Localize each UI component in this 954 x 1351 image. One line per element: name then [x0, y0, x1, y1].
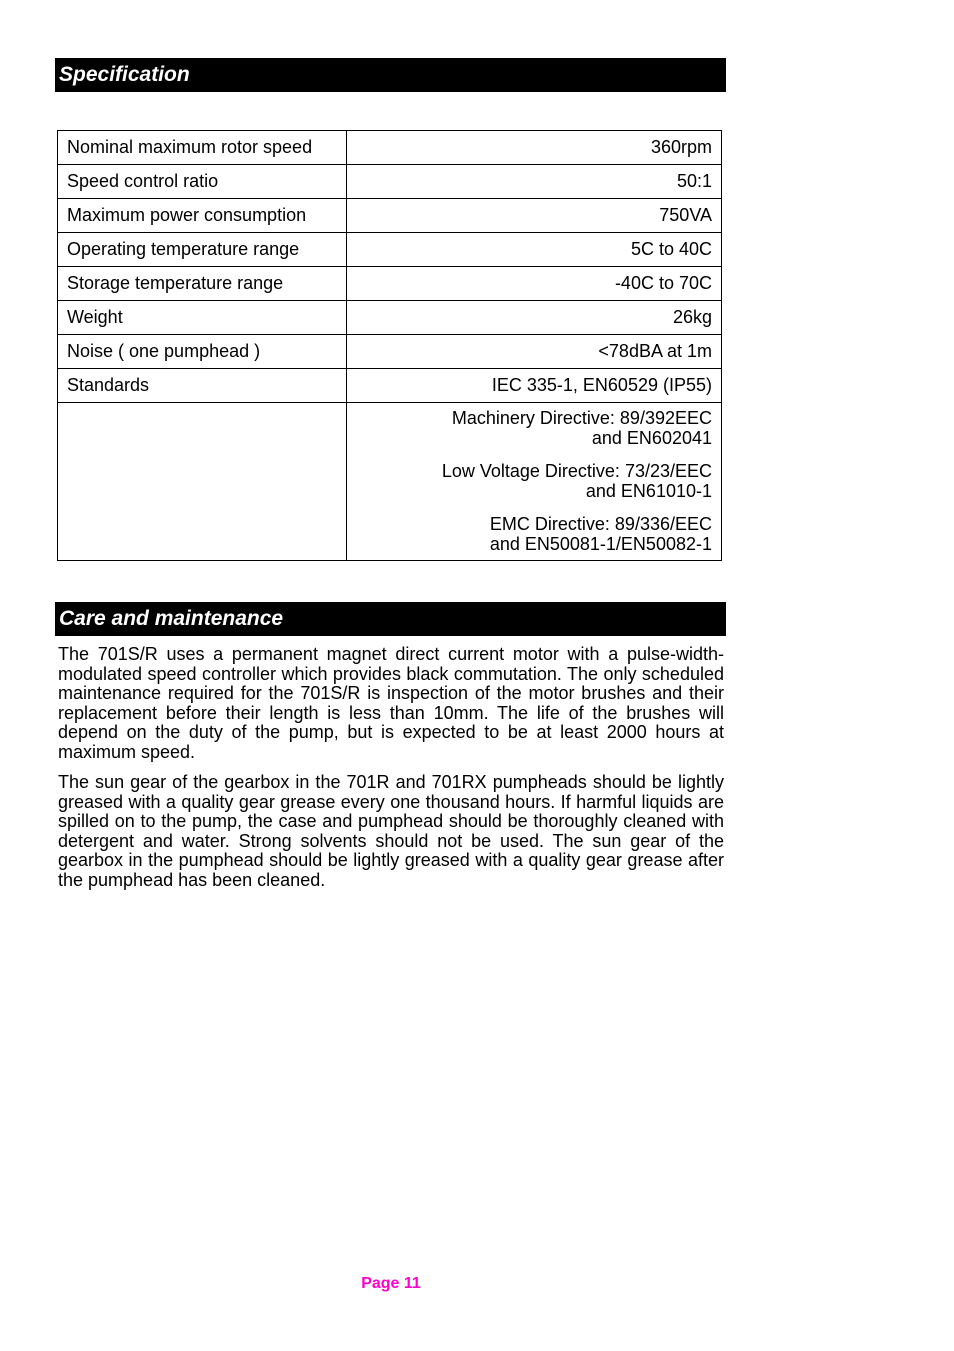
directive-line: and EN50081-1/EN50082-1 — [489, 534, 712, 554]
spec-label: Speed control ratio — [58, 165, 347, 199]
table-row — [58, 335, 722, 369]
spec-label: Noise ( one pumphead ) — [58, 335, 347, 369]
specification-table — [57, 130, 722, 561]
page-number: Page 11 — [361, 1275, 421, 1292]
spec-label-empty — [58, 403, 347, 561]
spec-value: 360rpm — [347, 131, 722, 165]
spec-value: <78dBA at 1m — [347, 335, 722, 369]
care-maintenance-heading: Care and maintenance — [55, 602, 726, 636]
spec-value: IEC 335-1, EN60529 (IP55) — [347, 369, 722, 403]
spec-value: 26kg — [347, 301, 722, 335]
spec-label: Nominal maximum rotor speed — [58, 131, 347, 165]
spec-label: Maximum power consumption — [58, 199, 347, 233]
table-row — [58, 199, 722, 233]
spec-value: 5C to 40C — [347, 233, 722, 267]
spec-label: Operating temperature range — [58, 233, 347, 267]
table-row — [58, 131, 722, 165]
spec-label: Standards — [58, 369, 347, 403]
directive-line: Low Voltage Directive: 73/23/EEC — [441, 461, 712, 481]
directives-cell — [347, 403, 722, 561]
spec-value: 50:1 — [347, 165, 722, 199]
spec-label: Weight — [58, 301, 347, 335]
table-row-directives — [58, 403, 722, 561]
care-maintenance-body — [58, 645, 724, 901]
specification-heading: Specification — [55, 58, 726, 92]
directive-line: EMC Directive: 89/336/EEC — [489, 514, 712, 534]
care-paragraph: The sun gear of the gearbox in the 701R and 701RX pumpheads should be lightly greased with a quality gear grease every one thousand hours. If harmful liquids are spilled on to the pump, the case and pumphead should be thoroughly cleaned with detergent and water. Strong solvents should not be used. The sun gear of the gearbox in the pumphead should be lightly greased with a quality gear grease after the pumphead has been cleaned. — [58, 772, 724, 890]
low-voltage-directive — [356, 461, 712, 501]
table-row — [58, 301, 722, 335]
table-row — [58, 165, 722, 199]
machinery-directive — [356, 408, 712, 448]
table-row — [58, 369, 722, 403]
spec-value: -40C to 70C — [347, 267, 722, 301]
directive-line: Machinery Directive: 89/392EEC — [451, 408, 712, 428]
spec-label: Storage temperature range — [58, 267, 347, 301]
table-row — [58, 267, 722, 301]
directive-line: and EN602041 — [591, 428, 712, 448]
care-paragraph: The 701S/R uses a permanent magnet direct current motor with a pulse-width-modulated speed controller which provides black commutation. The only scheduled maintenance required for the 701S/R is inspection of the motor brushes and their replacement before their length is less than 10mm. The life of the brushes will depend on the duty of the pump, but is expected to be at least 2000 hours at maximum speed. — [58, 644, 724, 762]
emc-directive — [356, 514, 712, 554]
directive-line: and EN61010-1 — [585, 481, 712, 501]
table-row — [58, 233, 722, 267]
spec-value: 750VA — [347, 199, 722, 233]
